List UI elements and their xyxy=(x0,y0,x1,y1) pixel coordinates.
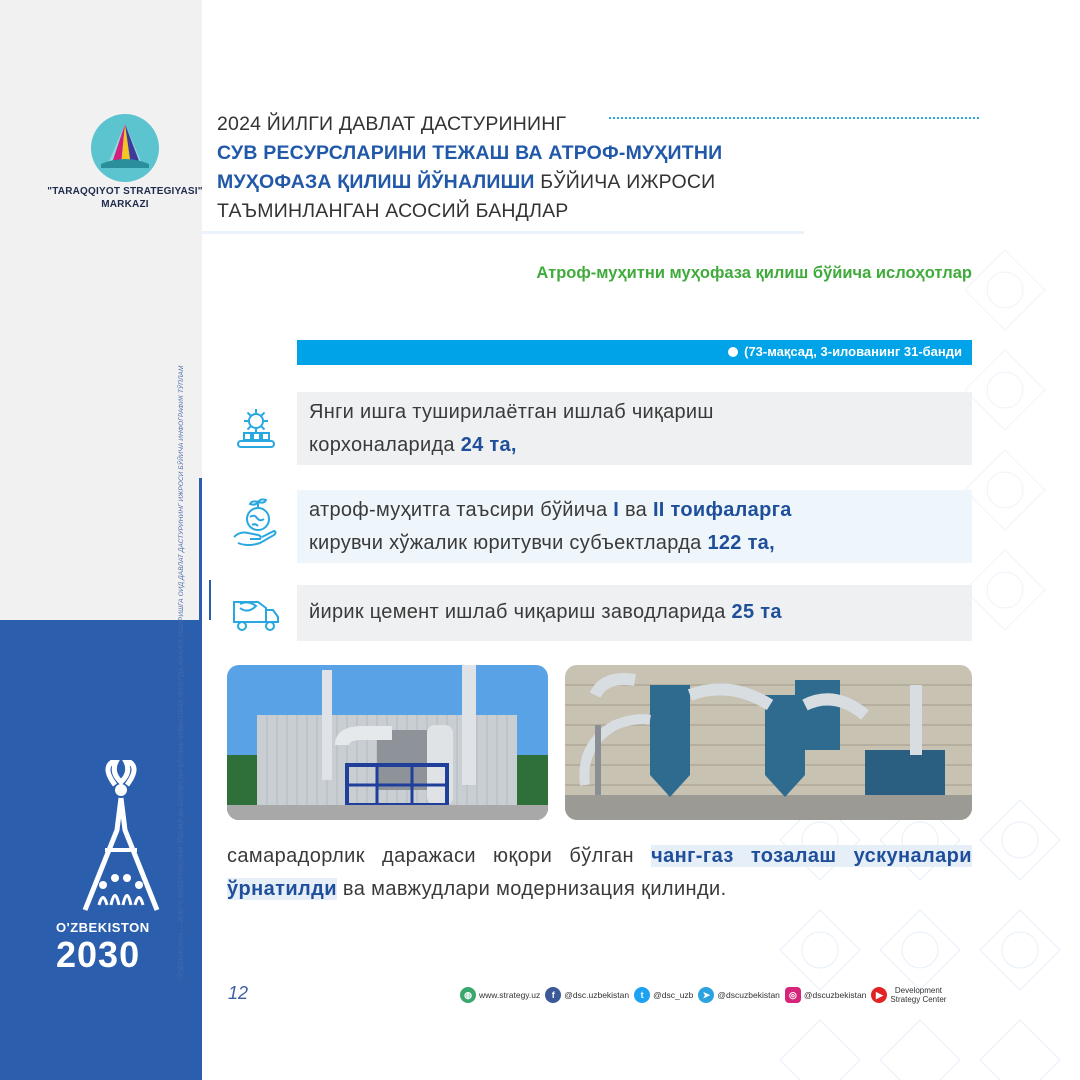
telegram-text: @dscuzbekistan xyxy=(717,990,780,1000)
eco-globe-hand-icon xyxy=(230,497,282,549)
item-box-1 xyxy=(297,392,972,465)
reference-text: (73-мақсад, 3-илованинг 31-банди xyxy=(744,344,962,359)
youtube-text-line1: Development xyxy=(894,986,942,995)
page-number: 12 xyxy=(228,983,249,1003)
page-header xyxy=(217,110,977,226)
footer-website[interactable] xyxy=(460,987,540,1003)
item3-value: 25 та xyxy=(731,601,782,623)
header-line2: СУВ РЕСУРСЛАРИНИ ТЕЖАШ ВА АТРОФ-МУҲИТНИ xyxy=(217,142,723,164)
header-line1: 2024 ЙИЛГИ ДАВЛАТ ДАСТУРИНИНГ xyxy=(217,113,567,135)
footer-facebook[interactable] xyxy=(545,987,629,1003)
twitter-icon: t xyxy=(634,987,650,1003)
twitter-text: @dsc_uzb xyxy=(653,990,694,1000)
uzbekistan-2030-emblem-icon xyxy=(55,760,195,940)
bullet-dot xyxy=(728,347,738,357)
youtube-text-line2: Strategy Center xyxy=(890,995,947,1004)
globe-icon: ◍ xyxy=(460,987,476,1003)
header-rule xyxy=(202,231,804,234)
item3-text: йирик цемент ишлаб чиқариш заводларида xyxy=(309,601,732,623)
decorative-pattern-bottom xyxy=(760,780,1080,1080)
accent-line-secondary xyxy=(209,580,211,620)
instagram-icon: ◎ xyxy=(785,987,801,1003)
header-dotted-line xyxy=(609,117,979,119)
para-text-1: самарадорлик даражаси юқори бўлган xyxy=(227,845,652,867)
facebook-icon: f xyxy=(545,987,561,1003)
item1-line2-text: корхоналарида xyxy=(309,434,461,456)
instagram-text: @dscuzbekistan xyxy=(803,990,867,1000)
para-text-2: ва мавжудлари модернизация қилинди. xyxy=(336,878,727,900)
item2-line1 xyxy=(309,493,792,527)
side-caption: "ЎЗБЕКИСТОН — 2030" СТРАТЕГИЯСИНИ "ЁШЛАР ВА БИЗНЕСНИ ҚЎЛЛАБ-ҚУВВАТЛАШ ЙИЛИ"ДА АМАЛГА ОШИРИШГА ОИД ДАВЛАТ ДАСТУРИНИНГ ИЖРОСИ БЎЙИЧА ИНФОГРАФИК ТЎПЛАМ xyxy=(178,365,185,980)
section-subtitle: Атроф-муҳитни муҳофаза қилиш бўйича ислоҳотлар xyxy=(536,264,972,282)
youtube-icon: ▶ xyxy=(871,987,887,1003)
item2-value: 122 та, xyxy=(707,532,775,554)
accent-line xyxy=(199,478,202,620)
item-box-2 xyxy=(297,490,972,563)
summary-paragraph xyxy=(227,840,972,906)
facebook-text: @dsc.uzbekistan xyxy=(564,990,630,1000)
cement-truck-icon xyxy=(230,588,282,640)
brand-year: 2030 xyxy=(56,934,141,975)
left-panel-top xyxy=(0,0,202,620)
item-box-3 xyxy=(297,585,972,641)
header-line4: ТАЪМИНЛАНГАН АСОСИЙ БАНДЛАР xyxy=(217,200,569,222)
telegram-icon: ➤ xyxy=(698,987,714,1003)
item2-line1-c: ва xyxy=(619,499,653,521)
logo-name-line2: MARKAZI xyxy=(101,199,149,210)
item1-line1: Янги ишга туширилаётган ишлаб чиқариш xyxy=(309,401,714,423)
reference-bar xyxy=(297,340,972,365)
item2-line2 xyxy=(309,526,775,560)
photo-dust-collectors xyxy=(565,665,972,820)
tsm-logo-text xyxy=(20,185,230,211)
footer-social-bar xyxy=(460,985,946,1005)
website-text: www.strategy.uz xyxy=(479,990,541,1000)
footer-telegram[interactable] xyxy=(698,987,780,1003)
factory-gear-icon xyxy=(230,403,282,455)
para-highlight: чанг-газ тозалаш ускуналари ўрнатилди xyxy=(227,845,972,900)
item3-line1 xyxy=(309,595,782,629)
item1-value: 24 та, xyxy=(460,434,517,456)
logo-name-line1: "TARAQQIYOT STRATEGIYASI" xyxy=(47,186,203,197)
item2-line1-a: атроф-муҳитга таъсири бўйича xyxy=(309,499,614,521)
header-line3-bold: МУҲОФАЗА ҚИЛИШ ЙЎНАЛИШИ xyxy=(217,171,535,193)
item2-line2-text: кирувчи хўжалик юритувчи субъектларда xyxy=(309,532,708,554)
footer-twitter[interactable] xyxy=(634,987,693,1003)
brand-name: O'ZBEKISTON xyxy=(56,920,150,935)
item2-line1-b: I xyxy=(613,499,620,521)
photo-gas-cleaning-unit xyxy=(227,665,548,820)
item1-line2 xyxy=(309,428,517,462)
header-line3 xyxy=(217,168,977,197)
item2-line1-d: II тоифаларга xyxy=(652,499,792,521)
footer-youtube[interactable] xyxy=(871,986,946,1004)
header-line3-rest: БЎЙИЧА ИЖРОСИ xyxy=(534,171,716,193)
tsm-logo-icon xyxy=(91,114,159,182)
footer-instagram[interactable] xyxy=(785,987,867,1003)
